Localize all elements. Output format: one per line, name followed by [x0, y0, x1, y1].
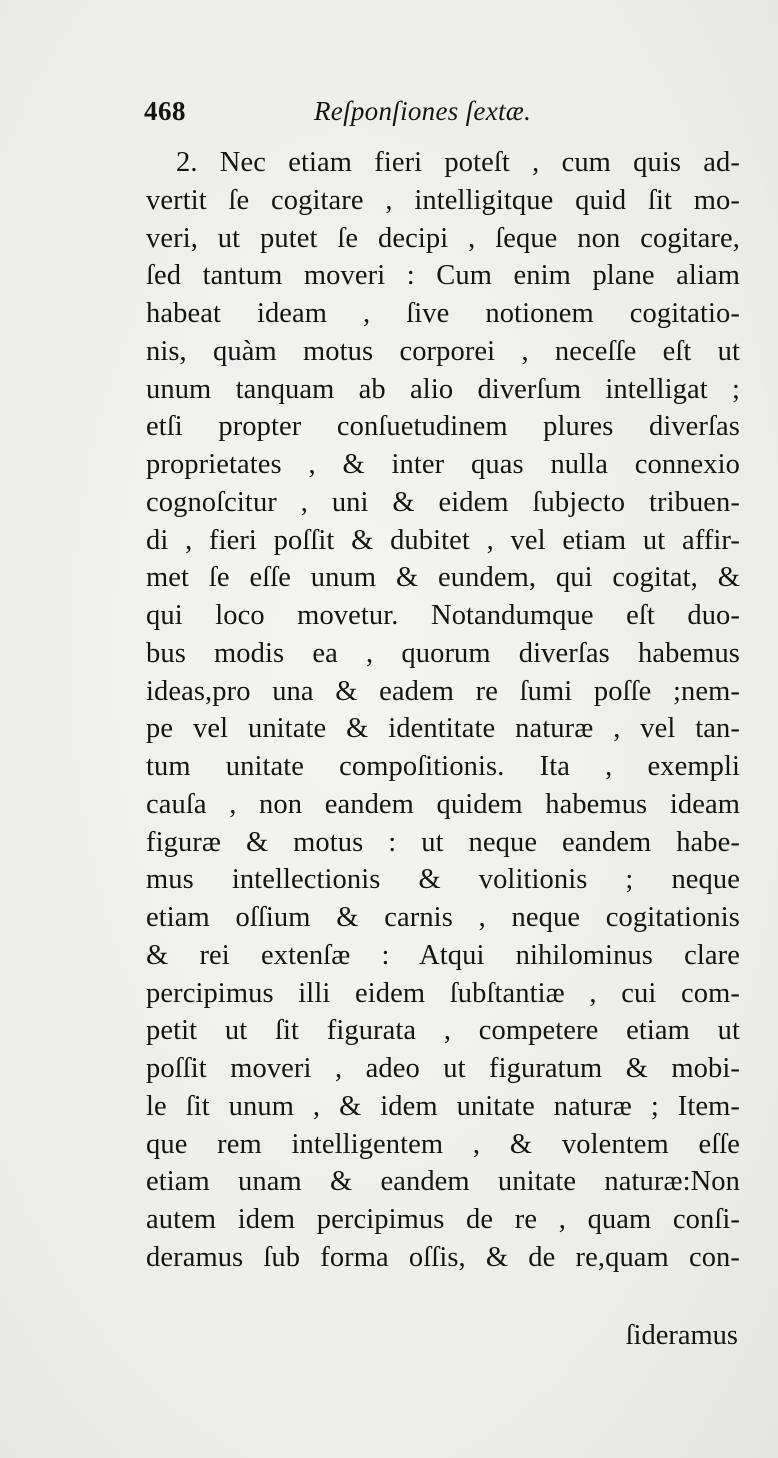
text-line: pe vel unitate & identitate naturæ , vel tan- [146, 713, 740, 745]
text-line: ſed tantum moveri : Cum enim plane aliam [146, 260, 740, 292]
text-line: qui loco movetur. Notandumque eſt duo- [146, 600, 740, 631]
text-line: autem idem percipimus de re , quam conſi- [146, 1204, 740, 1235]
text-line: deramus ſub forma oſſis, & de re,quam con- [146, 1241, 740, 1273]
page-number: 468 [144, 96, 186, 126]
text-line: cognoſcitur , uni & eidem ſubjecto tribuen- [146, 486, 740, 518]
text-line: nis, quàm motus corporei , neceſſe eſt ut [146, 335, 740, 367]
text-line: percipimus illi eidem ſubſtantiæ , cui com- [146, 977, 740, 1009]
text-line: mus intellectionis & volitionis ; neque [146, 864, 740, 896]
text-line: proprietates , & inter quas nulla connexio [146, 449, 740, 480]
text-line: met ſe eſſe unum & eundem, qui cogitat, & [146, 562, 740, 594]
text-line: etiam oſſium & carnis , neque cogitationis [146, 902, 740, 933]
text-line: unum tanquam ab alio diverſum intelligat ; [146, 373, 740, 405]
text-line: tum unitate compoſitionis. Ita , exempli [146, 751, 740, 782]
text-line: veri, ut putet ſe decipi , ſeque non cogitare, [146, 222, 740, 254]
body-text [146, 144, 740, 1277]
text-line: ideas,pro una & eadem re ſumi poſſe ;nem- [146, 675, 740, 707]
text-line: le ſit unum , & idem unitate naturæ ; Item- [146, 1090, 740, 1122]
text-line: etiam unam & eandem unitate naturæ:Non [146, 1166, 740, 1198]
text-line: figuræ & motus : ut neque eandem habe- [146, 826, 740, 858]
text-line: etſi propter conſuetudinem plures diverſas [146, 411, 740, 443]
text-line: poſſit moveri , adeo ut figuratum & mobi- [146, 1053, 740, 1084]
text-line: que rem intelligentem , & volentem eſſe [146, 1128, 740, 1160]
running-head: Reſponſiones ſextæ. [314, 96, 532, 126]
text-line: petit ut ſit figurata , competere etiam ut [146, 1015, 740, 1047]
text-line: habeat ideam , ſive notionem cogitatio- [146, 298, 740, 329]
text-line: bus modis ea , quorum diverſas habemus [146, 637, 740, 669]
text-line: cauſa , non eandem quidem habemus ideam [146, 788, 740, 820]
text-line: 2. Nec etiam fieri poteſt , cum quis ad- [176, 147, 740, 178]
text-line: di , fieri poſſit & dubitet , vel etiam ut affir- [146, 524, 740, 556]
catchword: ſideramus [625, 1320, 738, 1351]
text-line: & rei extenſæ : Atqui nihilominus clare [146, 939, 740, 971]
text-line: vertit ſe cogitare , intelligitque quid ſit mo- [146, 184, 740, 216]
page-header [144, 96, 744, 136]
